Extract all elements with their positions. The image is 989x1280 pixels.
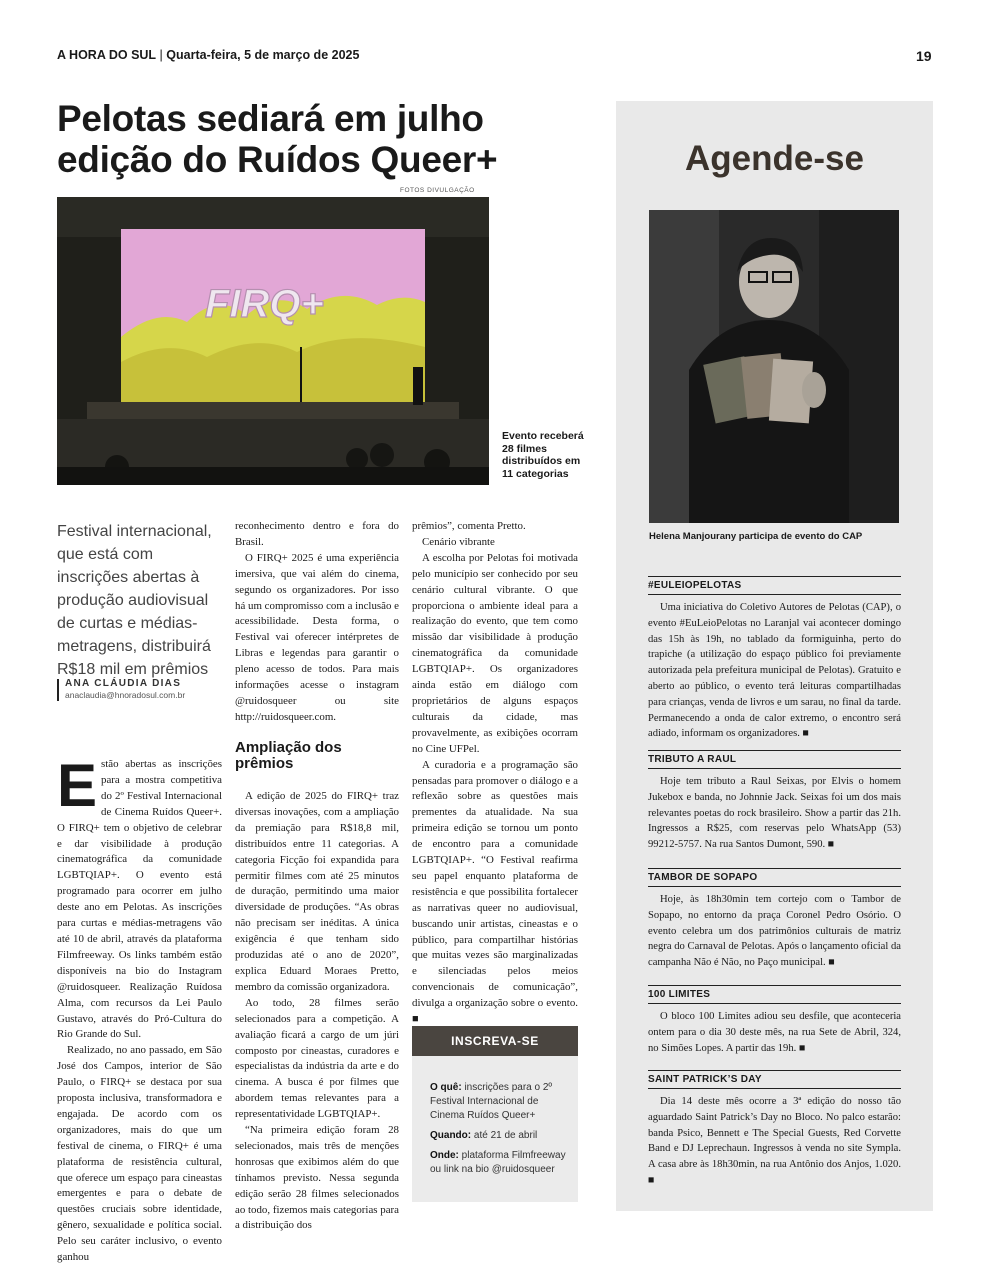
- article-column-1: [57, 752, 222, 1266]
- helena-photo-caption: Helena Manjourany participa de evento do CAP: [649, 531, 863, 542]
- article-column-2-bottom: [235, 789, 399, 1234]
- agenda-section-title: SAINT PATRICK’S DAY: [648, 1074, 901, 1089]
- section-rule: [648, 1070, 901, 1071]
- section-rule: [648, 868, 901, 869]
- agenda-section-title: TAMBOR DE SOPAPO: [648, 872, 901, 887]
- article-paragraph: Estão abertas as inscrições para a mostra competitiva do 2º Festival Internacional de Cinema Ruídos Queer+. O FIRQ+ tem o objetivo de celebrar e dar visibilidade à produção cinematográfica da comunidade LGBTQIAP+. O evento está programado para ocorrer em julho deste ano em Pelotas. As inscrições para curtas e médias-metragens vão até 10 de abril, através da plataforma Filmfreeway. Os links também estão disponíveis na bio do Instagram @ruidosqueer. Realização Ruídosa Alma, com recursos da Lei Paulo Gustavo, através do Pró-Cultura do Rio Grande do Sul.: [57, 752, 222, 1041]
- author-rule: [57, 679, 59, 701]
- headline: Pelotas sediará em julho edição do Ruídos Queer+: [57, 98, 498, 180]
- festival-photo: [57, 197, 489, 485]
- agenda-section-body: O bloco 100 Limites adiou seu desfile, que aconteceria ontem para o dia 30 deste mês, na rua Sete de Abril, 324, no Simões Lopes. A partir das 19h. ■: [648, 1011, 901, 1054]
- article-paragraph: Ao todo, 28 filmes serão selecionados para a competição. A avaliação ficará a cargo de um júri composto por cineastas, curadores e especialistas da indústria da arte e do cinema. A busca é por filmes que abordem temas relevantes para a representatividade LGBTQIAP+.: [235, 996, 399, 1121]
- agenda-section-title: #EULEIOPELOTAS: [648, 580, 901, 595]
- signup-box-title: INSCREVA-SE: [412, 1026, 578, 1056]
- article-paragraph: “Na primeira edição foram 28 selecionados, mais três de menções honrosas que exibimos além do que tínhamos previsto. Nessa segunda edição serão 28 filmes selecionados ao todo, fizemos mais categorias para a distribuição dos: [235, 1124, 399, 1232]
- signup-where: Onde: plataforma Filmfreeway ou link na bio @ruidosqueer: [430, 1150, 566, 1175]
- screen-logo: FIRQ+: [205, 282, 324, 326]
- article-paragraph: reconhecimento dentro e fora do Brasil.: [235, 520, 399, 548]
- signup-box: [412, 1026, 578, 1202]
- section-rule: [648, 750, 901, 751]
- article-paragraph: Realizado, no ano passado, em São José dos Campos, interior de São Paulo, o FIRQ+ se destaca por sua proposta inclusiva, transformadora e engajada. De acordo com os organizadores, mais do que um festival de cinema, o FIRQ+ é uma plataforma de resistência cultural, que oferece um espaço para cineastas emergentes e para o debate de questões cruciais sobre identidade, gênero, sexualidade e política social. Pelo seu caráter inclusivo, o evento ganhou: [57, 1044, 222, 1264]
- agenda-section-body: Hoje, às 18h30min tem cortejo com o Tambor de Sopapo, no entorno da praça Coronel Pedro Osório. O evento celebra um dos patrimônios culturais de matriz negra do Carnaval de Pelotas. Após o lançamento oficial da campanha Não é Não, no Paço municipal. ■: [648, 894, 901, 969]
- inline-subhead: Cenário vibrante: [422, 535, 495, 548]
- article-paragraph: O FIRQ+ 2025 é uma experiência imersiva, que vai além do cinema, segundo os organizadores. Por isso há um compromisso com a inclusão e acessibilidade. Desta forma, o Festival vai oferecer intérpretes de Libras e legendas para garantir o pleno acesso de todos. Para mais informações acesse o instagram @ruidosqueer ou site http://ruidosqueer.com.: [235, 551, 399, 723]
- page-number: 19: [916, 48, 932, 64]
- agenda-section-body: Hoje tem tributo a Raul Seixas, por Elvis o homem Jukebox e banda, no Johnnie Jack. Seixas foi um dos mais relevantes poetas do rock brasileiro. Show a partir das 21h. Ingressos a R$25, com reservas pelo WhatsApp (53) 99212-5757. Na rua Santos Dumont, 590. ■: [648, 776, 901, 851]
- article-paragraph: A escolha por Pelotas foi motivada pelo município ser conhecido por seu cenário cultural vibrante. O que proporciona o ambiente ideal para a realização do evento, que tem como missão dar visibilidade à produção cinematográfica da comunidade LGBTQIAP+. Os organizadores ainda estão em diálogo com proprietários de alguns espaços culturais da cidade, mas provavelmente, as exibições ocorram no Cine UFPel.: [412, 551, 578, 755]
- signup-when: Quando: até 21 de abril: [430, 1130, 538, 1141]
- drop-cap: E: [57, 752, 98, 819]
- article-column-2-top: [235, 519, 399, 726]
- article-column-3: [412, 519, 578, 1028]
- helena-photo: [649, 210, 899, 523]
- photo-caption: Evento receberá 28 filmes distribuídos em 11 categorias: [502, 430, 584, 480]
- author-email: anaclaudia@hnoradosul.com.br: [65, 690, 186, 700]
- agenda-title: Agende-se: [685, 139, 864, 178]
- article-paragraph: A curadoria e a programação são pensadas para promover o diálogo e a reflexão sobre as questões mais prementes da atualidade. Na sua primeira edição se tornou um ponto de encontro para a comunidade LGBTQIAP+. “O Festival reafirma seu papel enquanto plataforma de resistência e que possibilita fortalecer as narrativas queer no audiovisual, buscando unir artistas, cineastas e o público, para compartilhar histórias que muitas vezes são marginalizadas e silenciadas pelos meios convencionais de comunicação”, divulga a organização sobre o evento. ■: [412, 758, 578, 1026]
- subheading: Ampliação dos prêmios: [235, 739, 342, 772]
- signup-what: O quê: inscrições para o 2º Festival Internacional de Cinema Ruídos Queer+: [430, 1082, 553, 1121]
- agenda-section-title: 100 LIMITES: [648, 989, 901, 1004]
- section-rule: [648, 985, 901, 986]
- section-rule: [648, 576, 901, 577]
- author-name: ANA CLÁUDIA DIAS: [65, 678, 182, 689]
- signup-box-body: [430, 1081, 570, 1183]
- lead-text: Festival internacional, que está com inscrições abertas à produção audiovisual de curtas e médias-metragens, distribuirá R$18 mil em prêmios: [57, 523, 212, 678]
- agenda-section-title: TRIBUTO A RAUL: [648, 754, 901, 769]
- agenda-section-body: Uma iniciativa do Coletivo Autores de Pelotas (CAP), o evento #EuLeioPelotas no Laranjal vai acontecer domingo das 15h às 19h, no tablado da formiguinha, perto do trapiche (a utilização do espaço público foi previamente autorizada pela prefeitura municipal de Pelotas). Gratuito e aberto ao público, o evento terá leituras compartilhadas para crianças, venda de livros e um sarau, no final da tarde. Permanecendo a onda de calor extremo, o encontro será adiado, informam os organizadores. ■: [648, 602, 901, 740]
- agenda-section-body: Dia 14 deste mês ocorre a 3ª edição do nosso tão aguardado Saint Patrick’s Day no Bloco. No palco estarão: banda Psico, Bennett e The Special Guests, Red Corvette Band e DJ Leprechaun. Ingressos à venda no site Sympla. A casa abre às 18h30min, na rua Antônio dos Anjos, 1.020. ■: [648, 1096, 901, 1186]
- photo-credit: FOTOS DIVULGAÇÃO: [400, 187, 475, 194]
- article-paragraph: A edição de 2025 do FIRQ+ traz diversas inovações, com a ampliação da premiação para R$18,8 mil, distribuídos entre 11 categorias. A categoria Ficção foi expandida para permitir filmes com até 25 minutos de duração, permitindo uma maior diversidade de produções. “As obras não precisam ser inéditas. A única exigência é que tenham sido produzidas até o ano de 2020”, explica Eduard Moraes Pretto, membro da comissão organizadora.: [235, 790, 399, 993]
- masthead: A HORA DO SUL | Quarta-feira, 5 de março de 2025: [57, 48, 360, 62]
- article-paragraph: prêmios”, comenta Pretto.: [412, 520, 526, 532]
- issue-date: Quarta-feira, 5 de março de 2025: [166, 48, 360, 62]
- paper-name: A HORA DO SUL: [57, 48, 157, 62]
